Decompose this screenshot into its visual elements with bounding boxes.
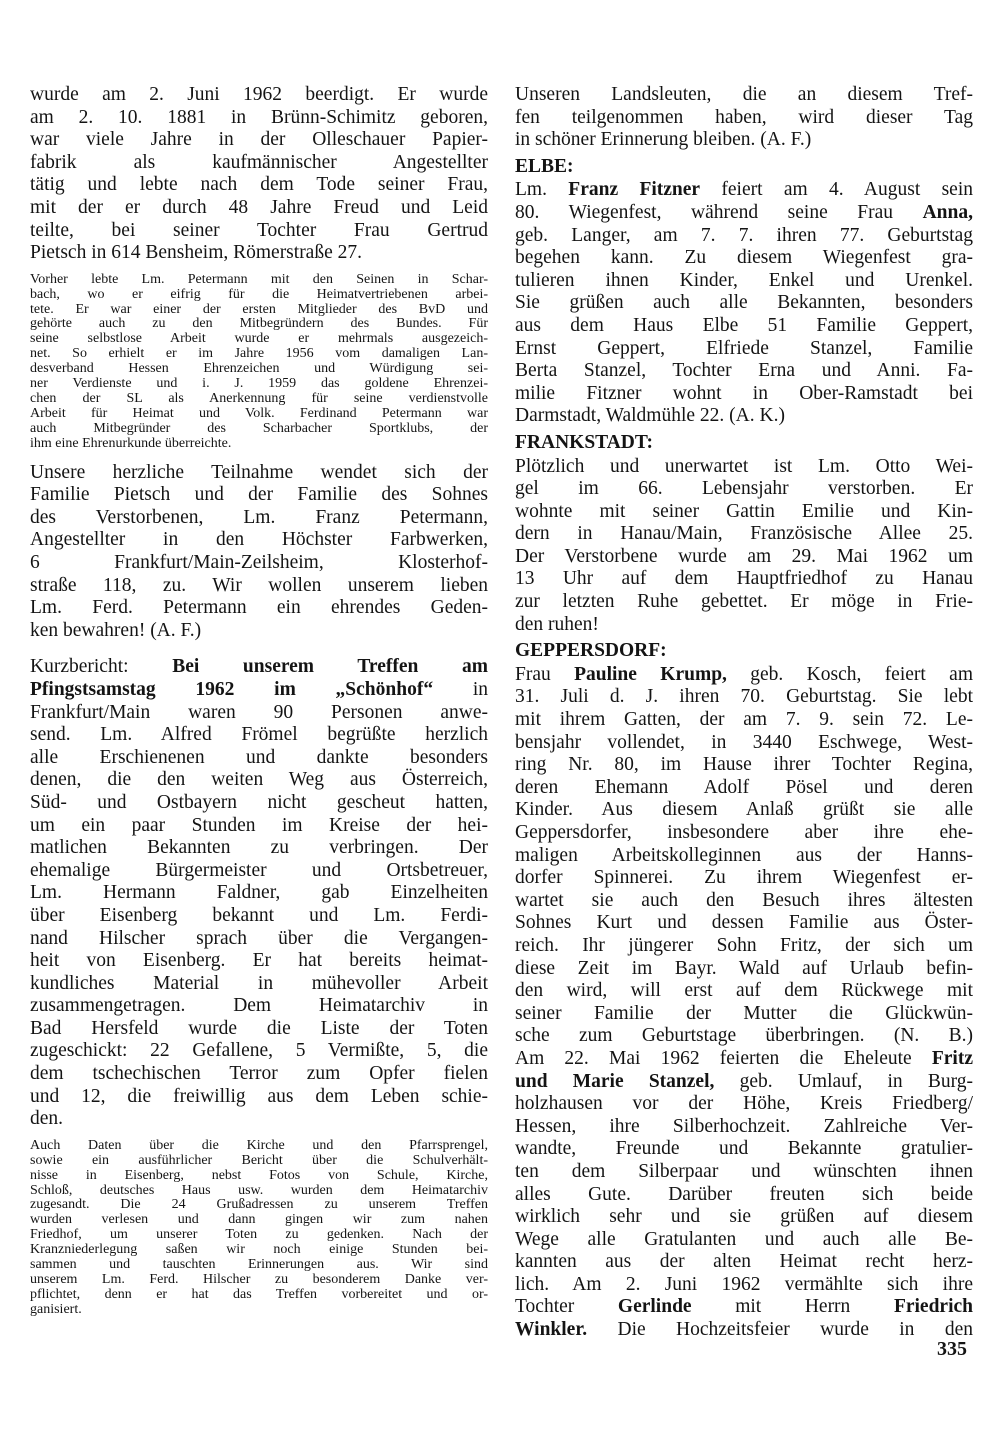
text-segment: sche zum Geburtstage überbringen. (N. B.)	[515, 1025, 973, 1047]
text-segment: heit von Eisenberg. Er hat bereits heimat-	[30, 950, 488, 972]
text-line	[515, 1229, 973, 1252]
text-line	[30, 407, 488, 422]
text-line	[30, 462, 488, 485]
text-segment: Die Hochzeitsfeier wurde in den	[587, 1319, 973, 1341]
text-line	[30, 529, 488, 552]
text-line	[515, 732, 973, 755]
paragraph	[30, 462, 488, 643]
text-line	[30, 362, 488, 377]
text-line	[30, 1086, 488, 1109]
text-segment: gehörte auch zu den Mitbegründern des Bundes. Für	[30, 316, 488, 332]
text-segment: Tochter	[515, 1296, 618, 1318]
text-line	[30, 815, 488, 838]
text-segment: Am 22. Mai 1962 feierten die Eheleute	[515, 1047, 932, 1069]
bold-text: Anna,	[922, 201, 973, 223]
text-segment: und 12, die freiwillig aus dem Leben schie-	[30, 1085, 488, 1107]
text-line	[515, 1048, 973, 1071]
bold-text: Friedrich	[893, 1296, 973, 1318]
bold-text: Bei unserem Treffen am	[172, 656, 488, 678]
text-line	[515, 777, 973, 800]
text-segment: Plötzlich und unerwartet ist Lm. Otto Wei-	[515, 455, 973, 477]
text-line	[30, 392, 488, 407]
text-line	[515, 935, 973, 958]
paragraph	[515, 179, 973, 428]
text-segment: net. So erhielt er im Jahre 1956 vom damaligen Lan-	[30, 346, 488, 362]
text-line	[30, 84, 488, 107]
text-segment: diese Zeit im Bayr. Wald auf Urlaub befin-	[515, 957, 973, 979]
text-line	[30, 620, 488, 643]
bold-text: und Marie Stanzel,	[515, 1070, 715, 1092]
text-segment: send. Lm. Alfred Frömel begrüßte herzlich	[30, 724, 488, 746]
text-line	[515, 822, 973, 845]
text-segment: deren Ehemann Adolf Pösel und deren	[515, 776, 973, 798]
text-segment: wohnte mit seiner Gattin Emilie und Kin-	[515, 500, 973, 522]
text-line	[515, 845, 973, 868]
text-segment: gel im 66. Lebensjahr verstorben. Er	[515, 478, 973, 500]
text-segment: lich. Am 2. Juni 1962 vermählte sich ihre	[515, 1273, 973, 1295]
text-line	[515, 686, 973, 709]
text-line	[30, 220, 488, 243]
text-line	[515, 338, 973, 361]
text-line	[30, 1228, 488, 1243]
text-line	[515, 664, 973, 687]
text-line	[515, 1296, 973, 1319]
text-segment: wirklich sehr und sie grüßen auf diesem	[515, 1206, 973, 1228]
text-segment: tete. Er war einer der ersten Mitglieder des BvD und	[30, 301, 488, 317]
text-segment: begehen kann. Zu diesem Wiegenfest gra-	[515, 247, 973, 269]
text-segment: zusammengetragen. Dem Heimatarchiv in	[30, 995, 488, 1017]
bold-text: Gerlinde	[617, 1296, 692, 1318]
text-segment: Sohnes Kurt und dessen Familie aus Öster-	[515, 912, 973, 934]
text-segment: Ernst Geppert, Elfriede Stanzel, Familie	[515, 337, 973, 359]
text-segment: sowie ein ausführlicher Bericht über die Schulverhält-	[30, 1152, 488, 1168]
section-heading: FRANKSTADT:	[515, 431, 653, 453]
text-segment: Darmstadt, Waldmühle 22. (A. K.)	[515, 405, 785, 427]
text-segment: maligen Arbeitskolleginnen aus der Hanns-	[515, 844, 973, 866]
text-line	[30, 792, 488, 815]
text-line	[30, 1303, 488, 1318]
text-segment: aus dem Haus Elbe 51 Familie Geppert,	[515, 314, 973, 336]
text-line	[30, 1154, 488, 1169]
text-segment: kannten aus der alten Heimat recht herz-	[515, 1251, 973, 1273]
text-line	[30, 1169, 488, 1184]
text-line	[30, 129, 488, 152]
text-line	[30, 950, 488, 973]
text-line	[515, 912, 973, 935]
text-segment: geb. Langer, am 7. 7. ihren 77. Geburtstag	[515, 224, 973, 246]
text-segment: alles Gute. Darüber freuten sich beide	[515, 1183, 973, 1205]
text-line	[30, 332, 488, 347]
text-line	[515, 1251, 973, 1274]
text-line	[515, 202, 973, 225]
text-line	[515, 383, 973, 406]
section-heading: ELBE:	[515, 155, 574, 177]
text-segment: wartet sie auch den Besuch ihres ältesten	[515, 889, 973, 911]
text-line	[30, 347, 488, 362]
text-line	[30, 1213, 488, 1228]
text-segment: Pietsch in 614 Bensheim, Römerstraße 27.	[30, 242, 362, 264]
text-segment: reich. Ihr jüngerer Sohn Fritz, der sich um	[515, 934, 973, 956]
text-line	[515, 501, 973, 524]
paragraph	[515, 84, 973, 152]
text-segment: ehemalige Bürgermeister und Ortsbetreuer,	[30, 859, 488, 881]
text-line	[515, 1206, 973, 1229]
text-segment: tätig und lebte nach dem Tode seiner Frau,	[30, 174, 488, 196]
text-segment: dem tschechischen Terror zum Opfer fielen	[30, 1063, 488, 1085]
text-segment: unserem Lm. Ferd. Hilscher zu besonderem Danke ver-	[30, 1272, 488, 1287]
text-segment: nisse in Eisenberg, nebst Fotos von Schule, Kirche,	[30, 1167, 488, 1183]
text-segment: feiert am 4. August sein	[700, 179, 973, 201]
text-segment: mit ihrem Gatten, der am 7. 9. sein 72. Le-	[515, 709, 973, 731]
text-segment: den wird, will erst auf dem Rückwege mit	[515, 980, 973, 1002]
text-segment: über Eisenberg bekannt und Lm. Ferdi-	[30, 904, 488, 926]
bold-text: Pfingstsamstag 1962 im „Schönhof“	[30, 678, 434, 700]
text-segment: in schöner Erinnerung bleiben. (A. F.)	[515, 129, 812, 151]
text-segment: ken bewahren! (A. F.)	[30, 619, 202, 641]
bold-text: Franz Fitzner	[568, 179, 701, 201]
text-line	[515, 1071, 973, 1094]
text-line	[30, 860, 488, 883]
text-line	[515, 614, 973, 637]
page-number: 335	[937, 1338, 967, 1360]
text-segment: bach, wo er eifrig für die Heimatvertriebenen arbei-	[30, 286, 488, 302]
text-segment: Sie grüßen auch alle Bekannten, besonders	[515, 292, 973, 314]
text-segment: denen, die den weiten Weg aus Österreich,	[30, 769, 488, 791]
text-segment: den ruhen!	[515, 613, 599, 635]
text-line	[30, 317, 488, 332]
text-line	[30, 575, 488, 598]
text-line	[515, 1319, 973, 1342]
text-line	[515, 405, 973, 428]
text-line	[515, 247, 973, 270]
text-segment: zur letzten Ruhe gebettet. Er möge in Frie-	[515, 591, 973, 613]
text-segment: um ein paar Stunden im Kreise der hei-	[30, 814, 488, 836]
text-line	[30, 107, 488, 130]
text-line	[30, 1139, 488, 1154]
text-line	[515, 1274, 973, 1297]
text-segment: Unseren Landsleuten, die an diesem Tref-	[515, 84, 973, 105]
text-segment: Hessen, ihre Silberhochzeit. Zahlreiche Ver-	[515, 1115, 973, 1137]
text-line	[515, 890, 973, 913]
text-segment: Kinder. Aus diesem Anlaß grüßt sie alle	[515, 799, 973, 821]
text-line	[515, 799, 973, 822]
text-line	[30, 724, 488, 747]
text-segment: Schloß, deutsches Haus usw. wurden dem Heimatarchiv	[30, 1182, 488, 1198]
text-line	[30, 377, 488, 392]
text-segment: auch Mitbegründer des Scharbacher Sportklubs, der	[30, 420, 488, 436]
text-segment: Wege alle Gratulanten und auch alle Be-	[515, 1228, 973, 1250]
paragraph	[30, 84, 488, 265]
text-line	[30, 1018, 488, 1041]
text-segment: Arbeit für Heimat und Volk. Ferdinand Petermann war	[30, 405, 488, 421]
text-line	[515, 129, 973, 152]
text-segment: Vorher lebte Lm. Petermann mit den Seinen in Schar-	[30, 271, 488, 287]
text-line	[515, 958, 973, 981]
text-segment: alle Erschienenen und dankte besonders	[30, 746, 488, 768]
text-segment: Familie Pietsch und der Familie des Sohnes	[30, 484, 488, 506]
text-segment: des Verstorbenen, Lm. Franz Petermann,	[30, 506, 488, 528]
paragraph	[30, 656, 488, 1130]
text-line	[515, 1003, 973, 1026]
text-segment: 6 Frankfurt/Main-Zeilsheim, Klosterhof-	[30, 552, 488, 573]
text-segment: wandte, Freunde und Bekannte gratulier-	[515, 1138, 973, 1160]
right-column	[515, 84, 973, 1346]
text-line	[515, 523, 973, 546]
text-line	[30, 152, 488, 175]
text-line	[30, 769, 488, 792]
text-line	[30, 973, 488, 996]
text-line	[515, 84, 973, 107]
text-segment: ihm eine Ehrenurkunde überreichte.	[30, 435, 232, 451]
text-segment: Kurzbericht:	[30, 656, 173, 678]
text-line	[515, 1161, 973, 1184]
text-line	[515, 591, 973, 614]
text-segment: dorfer Spinnerei. Zu ihrem Wiegenfest er-	[515, 867, 973, 889]
text-segment: Berta Stanzel, Tochter Erna und Anni. Fa-	[515, 360, 973, 382]
text-line	[30, 1063, 488, 1086]
text-segment: fen teilgenommen haben, wird dieser Tag	[515, 106, 973, 128]
paragraph	[515, 664, 973, 1342]
text-line	[30, 507, 488, 530]
text-segment: am 2. 10. 1881 in Brünn-Schimitz geboren,	[30, 106, 488, 128]
text-line	[515, 179, 973, 202]
text-line	[30, 1198, 488, 1213]
text-line	[30, 1258, 488, 1273]
text-line	[515, 1116, 973, 1139]
section-heading: GEPPERSDORF:	[515, 640, 667, 662]
text-line	[30, 995, 488, 1018]
text-segment: matlichen Bekannten zu verbringen. Der	[30, 837, 488, 859]
text-segment: Lm.	[515, 179, 569, 201]
text-line	[30, 242, 488, 265]
text-segment: pflichtet, denn er hat das Treffen vorbereitet und or-	[30, 1286, 488, 1302]
text-line	[30, 303, 488, 318]
text-line	[30, 702, 488, 725]
text-line	[30, 1108, 488, 1131]
text-segment: teilte, bei seiner Tochter Frau Gertrud	[30, 219, 488, 241]
text-segment: desverband Hessen Ehrenzeichen und Würdigung sei-	[30, 361, 488, 377]
text-segment: wurde am 2. Juni 1962 beerdigt. Er wurde	[30, 84, 488, 105]
text-line	[515, 1025, 973, 1048]
text-segment: mit Herrn	[691, 1296, 894, 1318]
text-line	[515, 225, 973, 248]
text-segment: bensjahr vollendet, in 3440 Eschwege, West-	[515, 731, 973, 753]
text-line	[30, 837, 488, 860]
text-segment: geb. Kosch, feiert am	[726, 663, 973, 685]
text-segment: Süd- und Ostbayern nicht gescheut hatten,	[30, 791, 488, 813]
text-segment: holzhausen vor der Höhe, Kreis Friedberg/	[515, 1093, 973, 1115]
text-segment: wurden verlesen und dann gingen wir zum nahen	[30, 1212, 488, 1228]
text-segment: 13 Uhr auf dem Hauptfriedhof zu Hanau	[515, 568, 973, 590]
text-segment: Frau	[515, 663, 575, 685]
text-line	[30, 273, 488, 288]
text-line	[30, 1243, 488, 1258]
left-column	[30, 84, 488, 1328]
text-line	[30, 1040, 488, 1063]
text-segment: Lm. Ferd. Petermann ein ehrendes Geden-	[30, 597, 488, 619]
text-line	[515, 315, 973, 338]
text-segment: ner Verdienste und i. J. 1959 das goldene Ehrenzei-	[30, 376, 488, 392]
text-segment: sammen und tauschten Erinnerungen aus. Wir sind	[30, 1257, 488, 1273]
text-line	[515, 867, 973, 890]
text-segment: ganisiert.	[30, 1301, 82, 1317]
text-line	[515, 270, 973, 293]
text-segment: in	[433, 678, 489, 700]
text-line	[30, 1273, 488, 1288]
text-line	[515, 456, 973, 479]
text-segment: chen der SL als Anerkennung für seine verdienstvolle	[30, 391, 488, 406]
text-line	[30, 905, 488, 928]
text-line	[515, 1093, 973, 1116]
text-segment: seine selbstlose Arbeit wurde er mehrmals ausgezeich-	[30, 331, 488, 347]
text-line	[515, 107, 973, 130]
text-segment: nand Hilscher sprach über die Vergangen-	[30, 927, 488, 949]
text-line	[515, 754, 973, 777]
text-line	[30, 597, 488, 620]
text-line	[515, 980, 973, 1003]
text-segment: Unsere herzliche Teilnahme wendet sich der	[30, 461, 488, 483]
text-line	[30, 1288, 488, 1303]
text-line	[30, 288, 488, 303]
text-line	[30, 928, 488, 951]
text-segment: Lm. Hermann Faldner, gab Einzelheiten	[30, 882, 488, 904]
text-segment: Bad Hersfeld wurde die Liste der Toten	[30, 1017, 488, 1039]
text-segment: milie Fitzner wohnt in Ober-Ramstadt bei	[515, 382, 973, 404]
text-line	[30, 747, 488, 770]
text-line	[30, 679, 488, 702]
text-segment: zugeschickt: 22 Gefallene, 5 Vermißte, 5, die	[30, 1040, 488, 1062]
text-line	[30, 1184, 488, 1199]
text-segment: seiner Familie der Mutter die Glückwün-	[515, 1002, 973, 1024]
text-line	[515, 360, 973, 383]
text-line	[515, 1138, 973, 1161]
text-segment: Angestellter in den Höchster Farbwerken,	[30, 529, 488, 551]
text-line	[30, 174, 488, 197]
small-print-paragraph	[30, 273, 488, 452]
text-line	[30, 422, 488, 437]
text-segment: ten dem Silberpaar und wünschten ihnen	[515, 1160, 973, 1182]
text-segment: tulieren ihnen Kinder, Enkel und Urenkel.	[515, 269, 973, 291]
text-segment: zugesandt. Die 24 Grußadressen zu unserem Treffen	[30, 1197, 488, 1213]
text-line	[30, 552, 488, 575]
text-segment: war viele Jahre in der Olleschauer Papier-	[30, 129, 488, 151]
bold-text: Fritz	[931, 1047, 973, 1069]
small-print-paragraph	[30, 1139, 488, 1318]
text-segment: mit der er durch 48 Jahre Freud und Leid	[30, 196, 488, 218]
text-line	[515, 292, 973, 315]
text-line	[515, 478, 973, 501]
text-segment: Geppersdorfer, insbesondere aber ihre ehe-	[515, 822, 973, 843]
text-segment: ring Nr. 80, im Hause ihrer Tochter Regina,	[515, 754, 973, 776]
text-segment: kundliches Material in mühevoller Arbeit	[30, 972, 488, 994]
bold-text: Winkler.	[515, 1319, 588, 1341]
text-segment: straße 118, zu. Wir wollen unserem lieben	[30, 574, 488, 596]
text-line	[30, 197, 488, 220]
text-line	[30, 437, 488, 452]
text-segment: Der Verstorbene wurde am 29. Mai 1962 um	[515, 545, 973, 567]
text-line	[30, 882, 488, 905]
text-line	[30, 656, 488, 679]
text-segment: Auch Daten über die Kirche und den Pfarrsprengel,	[30, 1137, 488, 1153]
text-line	[515, 1184, 973, 1207]
text-segment: Frankfurt/Main waren 90 Personen anwe-	[30, 701, 488, 723]
paragraph	[515, 456, 973, 637]
text-segment: Kranzniederlegung saßen wir noch einige Stunden bei-	[30, 1242, 488, 1258]
text-segment: Friedhof, um unserer Toten zu gedenken. Nach der	[30, 1227, 488, 1243]
text-segment: den.	[30, 1108, 64, 1130]
text-line	[515, 709, 973, 732]
text-segment: 31. Juli d. J. ihren 70. Geburtstag. Sie lebt	[515, 686, 973, 708]
text-line	[515, 546, 973, 569]
bold-text: Pauline Krump,	[574, 663, 727, 685]
text-segment: fabrik als kaufmännischer Angestellter	[30, 151, 488, 173]
text-segment: dern in Hanau/Main, Französische Allee 25.	[515, 523, 973, 545]
text-segment: geb. Umlauf, in Burg-	[714, 1070, 973, 1092]
text-segment: 80. Wiegenfest, während seine Frau	[515, 201, 923, 223]
text-line	[30, 484, 488, 507]
text-line	[515, 568, 973, 591]
